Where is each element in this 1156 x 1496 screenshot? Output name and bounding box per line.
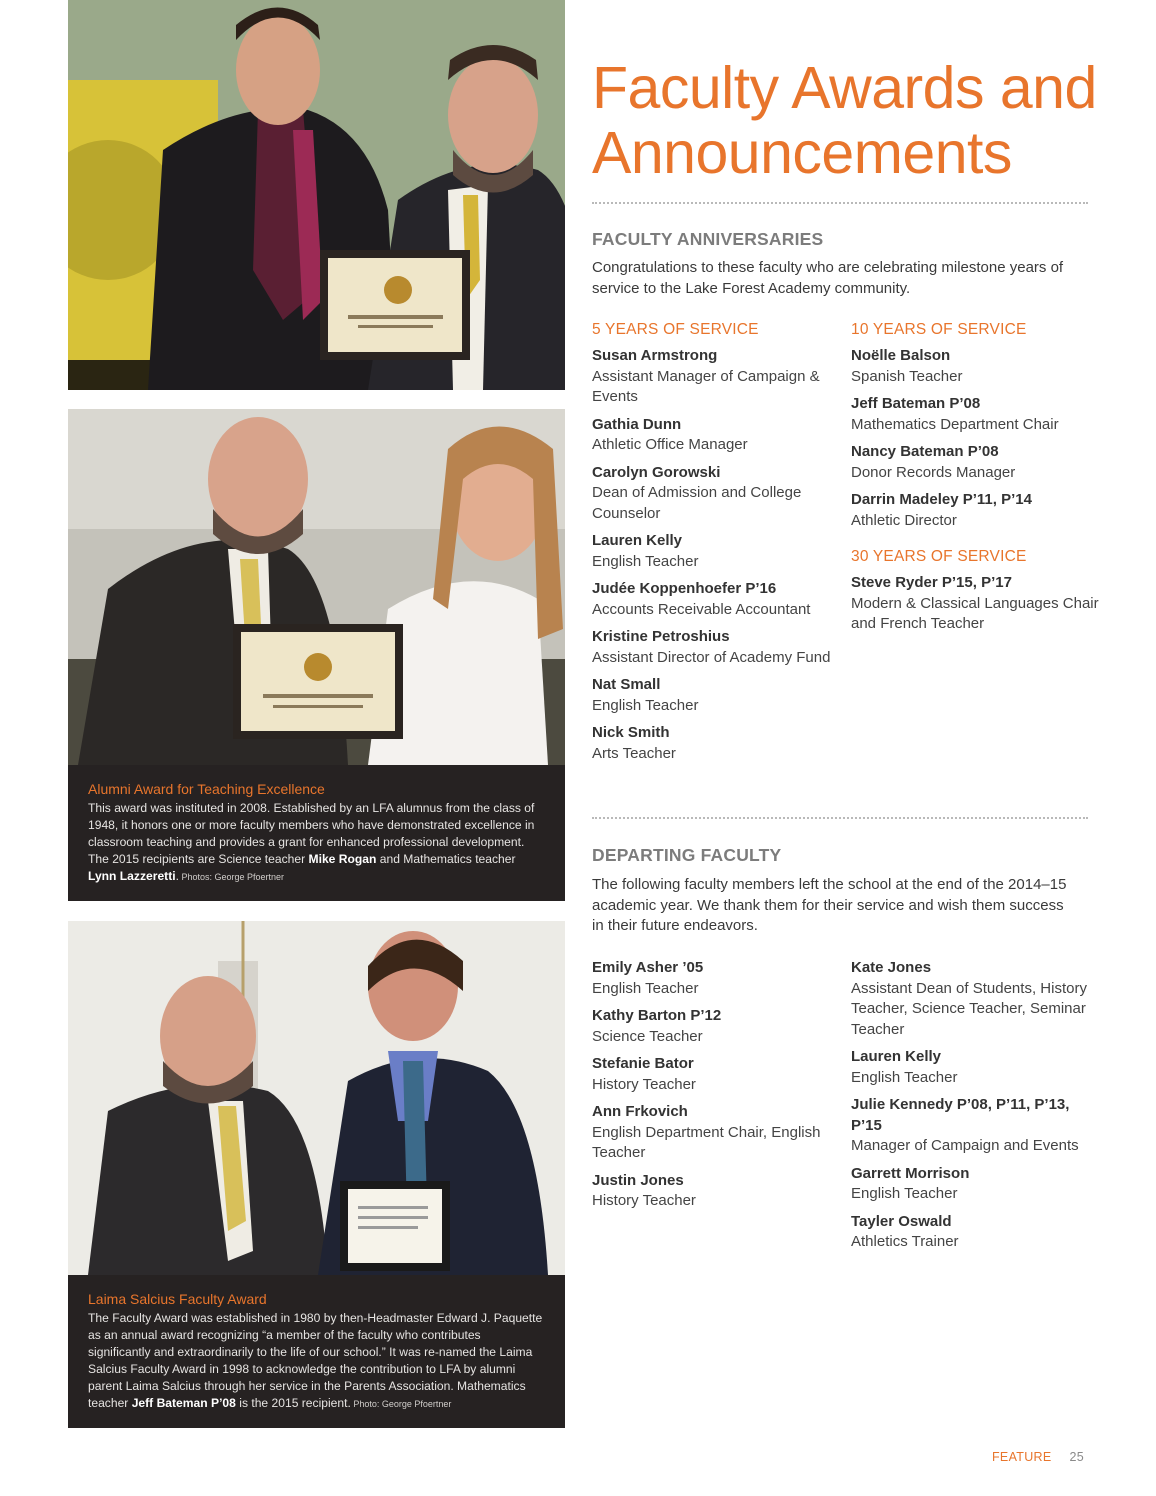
list-item: Garrett Morrison English Teacher [851, 1164, 970, 1202]
photo-award-rogan [68, 0, 565, 390]
footer-section-label: FEATURE [992, 1450, 1052, 1464]
list-item: Nancy Bateman P’08 Donor Records Manager [851, 443, 1016, 481]
departing-list-right [851, 958, 1091, 1260]
dotted-divider [592, 817, 1088, 819]
five-years-heading: 5 YEARS OF SERVICE [592, 321, 759, 338]
list-item: Kristine Petroshius Assistant Director of Academy Fund [592, 628, 831, 666]
section-heading-anniversaries: FACULTY ANNIVERSARIES [592, 229, 824, 249]
list-item: Justin Jones History Teacher [592, 1171, 696, 1209]
title-line-2: Announcements [592, 120, 1012, 186]
list-item: Darrin Madeley P’11, P’14 Athletic Director [851, 491, 1032, 529]
thirty-years-list [851, 548, 1101, 642]
list-item: Stefanie Bator History Teacher [592, 1055, 696, 1093]
departing-list-left [592, 958, 842, 1219]
list-item: Jeff Bateman P’08 Mathematics Department Chair [851, 395, 1059, 433]
list-item: Lauren Kelly English Teacher [592, 532, 699, 570]
caption-salcius-award [68, 1275, 565, 1428]
list-item: Steve Ryder P’15, P’17 Modern & Classical Languages Chair and French Teacher [851, 574, 1099, 632]
list-item: Susan Armstrong Assistant Manager of Campaign & Events [592, 347, 820, 405]
title-line-1: Faculty Awards and [592, 55, 1097, 121]
list-item: Judée Koppenhoefer P’16 Accounts Receivable Accountant [592, 580, 811, 618]
list-item: Nick Smith Arts Teacher [592, 724, 676, 762]
award-presentation-photo-icon [68, 0, 565, 390]
section-heading-departing: DEPARTING FACULTY [592, 845, 782, 865]
list-item: Carolyn Gorowski Dean of Admission and College Counselor [592, 463, 802, 522]
thirty-years-heading: 30 YEARS OF SERVICE [851, 548, 1027, 565]
list-item: Emily Asher ’05 English Teacher [592, 959, 704, 997]
caption-heading: Laima Salcius Faculty Award [88, 1291, 267, 1307]
list-item: Julie Kennedy P’08, P’11, P’13, P’15 Manager of Campaign and Events [851, 1096, 1079, 1154]
list-item: Ann Frkovich English Department Chair, English Teacher [592, 1103, 821, 1161]
anniversaries-intro: Congratulations to these faculty who are celebrating milestone years of service to the Lake Forest Academy community. [592, 259, 1064, 297]
list-item: Kate Jones Assistant Dean of Students, History Teacher, Science Teacher, Seminar Teacher [851, 959, 1087, 1038]
ten-years-heading: 10 YEARS OF SERVICE [851, 321, 1027, 338]
award-presentation-photo-icon [68, 921, 565, 1275]
departing-intro: The following faculty members left the school at the end of the 2014–15 academic year. We thank them for their service and wish them success in their future endeavors. [592, 876, 1067, 934]
caption-heading: Alumni Award for Teaching Excellence [88, 781, 325, 797]
caption-text: This award was instituted in 2008. Established by an LFA alumnus from the class of 1948, it honors one or more faculty members who have demonstrated excellence in classroom teaching and provides a grant for enhanced professional development. The 2015 recipients are Science teacher Mike Rogan and Mathematics teacher Lynn Lazzeretti. Photos: George Pfoertner [88, 801, 535, 883]
list-item: Noëlle Balson Spanish Teacher [851, 347, 963, 385]
photo-award-bateman [68, 921, 565, 1275]
list-item: Kathy Barton P’12 Science Teacher [592, 1007, 722, 1045]
dotted-divider [592, 202, 1088, 204]
list-item: Nat Small English Teacher [592, 676, 699, 714]
five-years-list [592, 321, 842, 771]
list-item: Lauren Kelly English Teacher [851, 1048, 958, 1086]
caption-text: The Faculty Award was established in 1980 by then-Headmaster Edward J. Paquette as an annual award recognizing “a member of the faculty who contributes significantly and extraordinarily to the life of our school.” It was re-named the Laima Salcius Faculty Award in 1998 to acknowledge the contribution to LFA by alumni parent Laima Salcius through her service in the Parents Association. Mathematics teacher Jeff Bateman P’08 is the 2015 recipient. Photo: George Pfoertner [88, 1311, 543, 1410]
list-item: Tayler Oswald Athletics Trainer [851, 1212, 959, 1250]
photo-award-lazzeretti [68, 409, 565, 765]
page-footer [992, 1450, 1084, 1464]
ten-years-list [851, 321, 1101, 538]
caption-alumni-award [68, 765, 565, 901]
page-title [592, 56, 1097, 186]
list-item: Gathia Dunn Athletic Office Manager [592, 415, 748, 453]
page-number: 25 [1069, 1450, 1085, 1464]
award-presentation-photo-icon [68, 409, 565, 765]
